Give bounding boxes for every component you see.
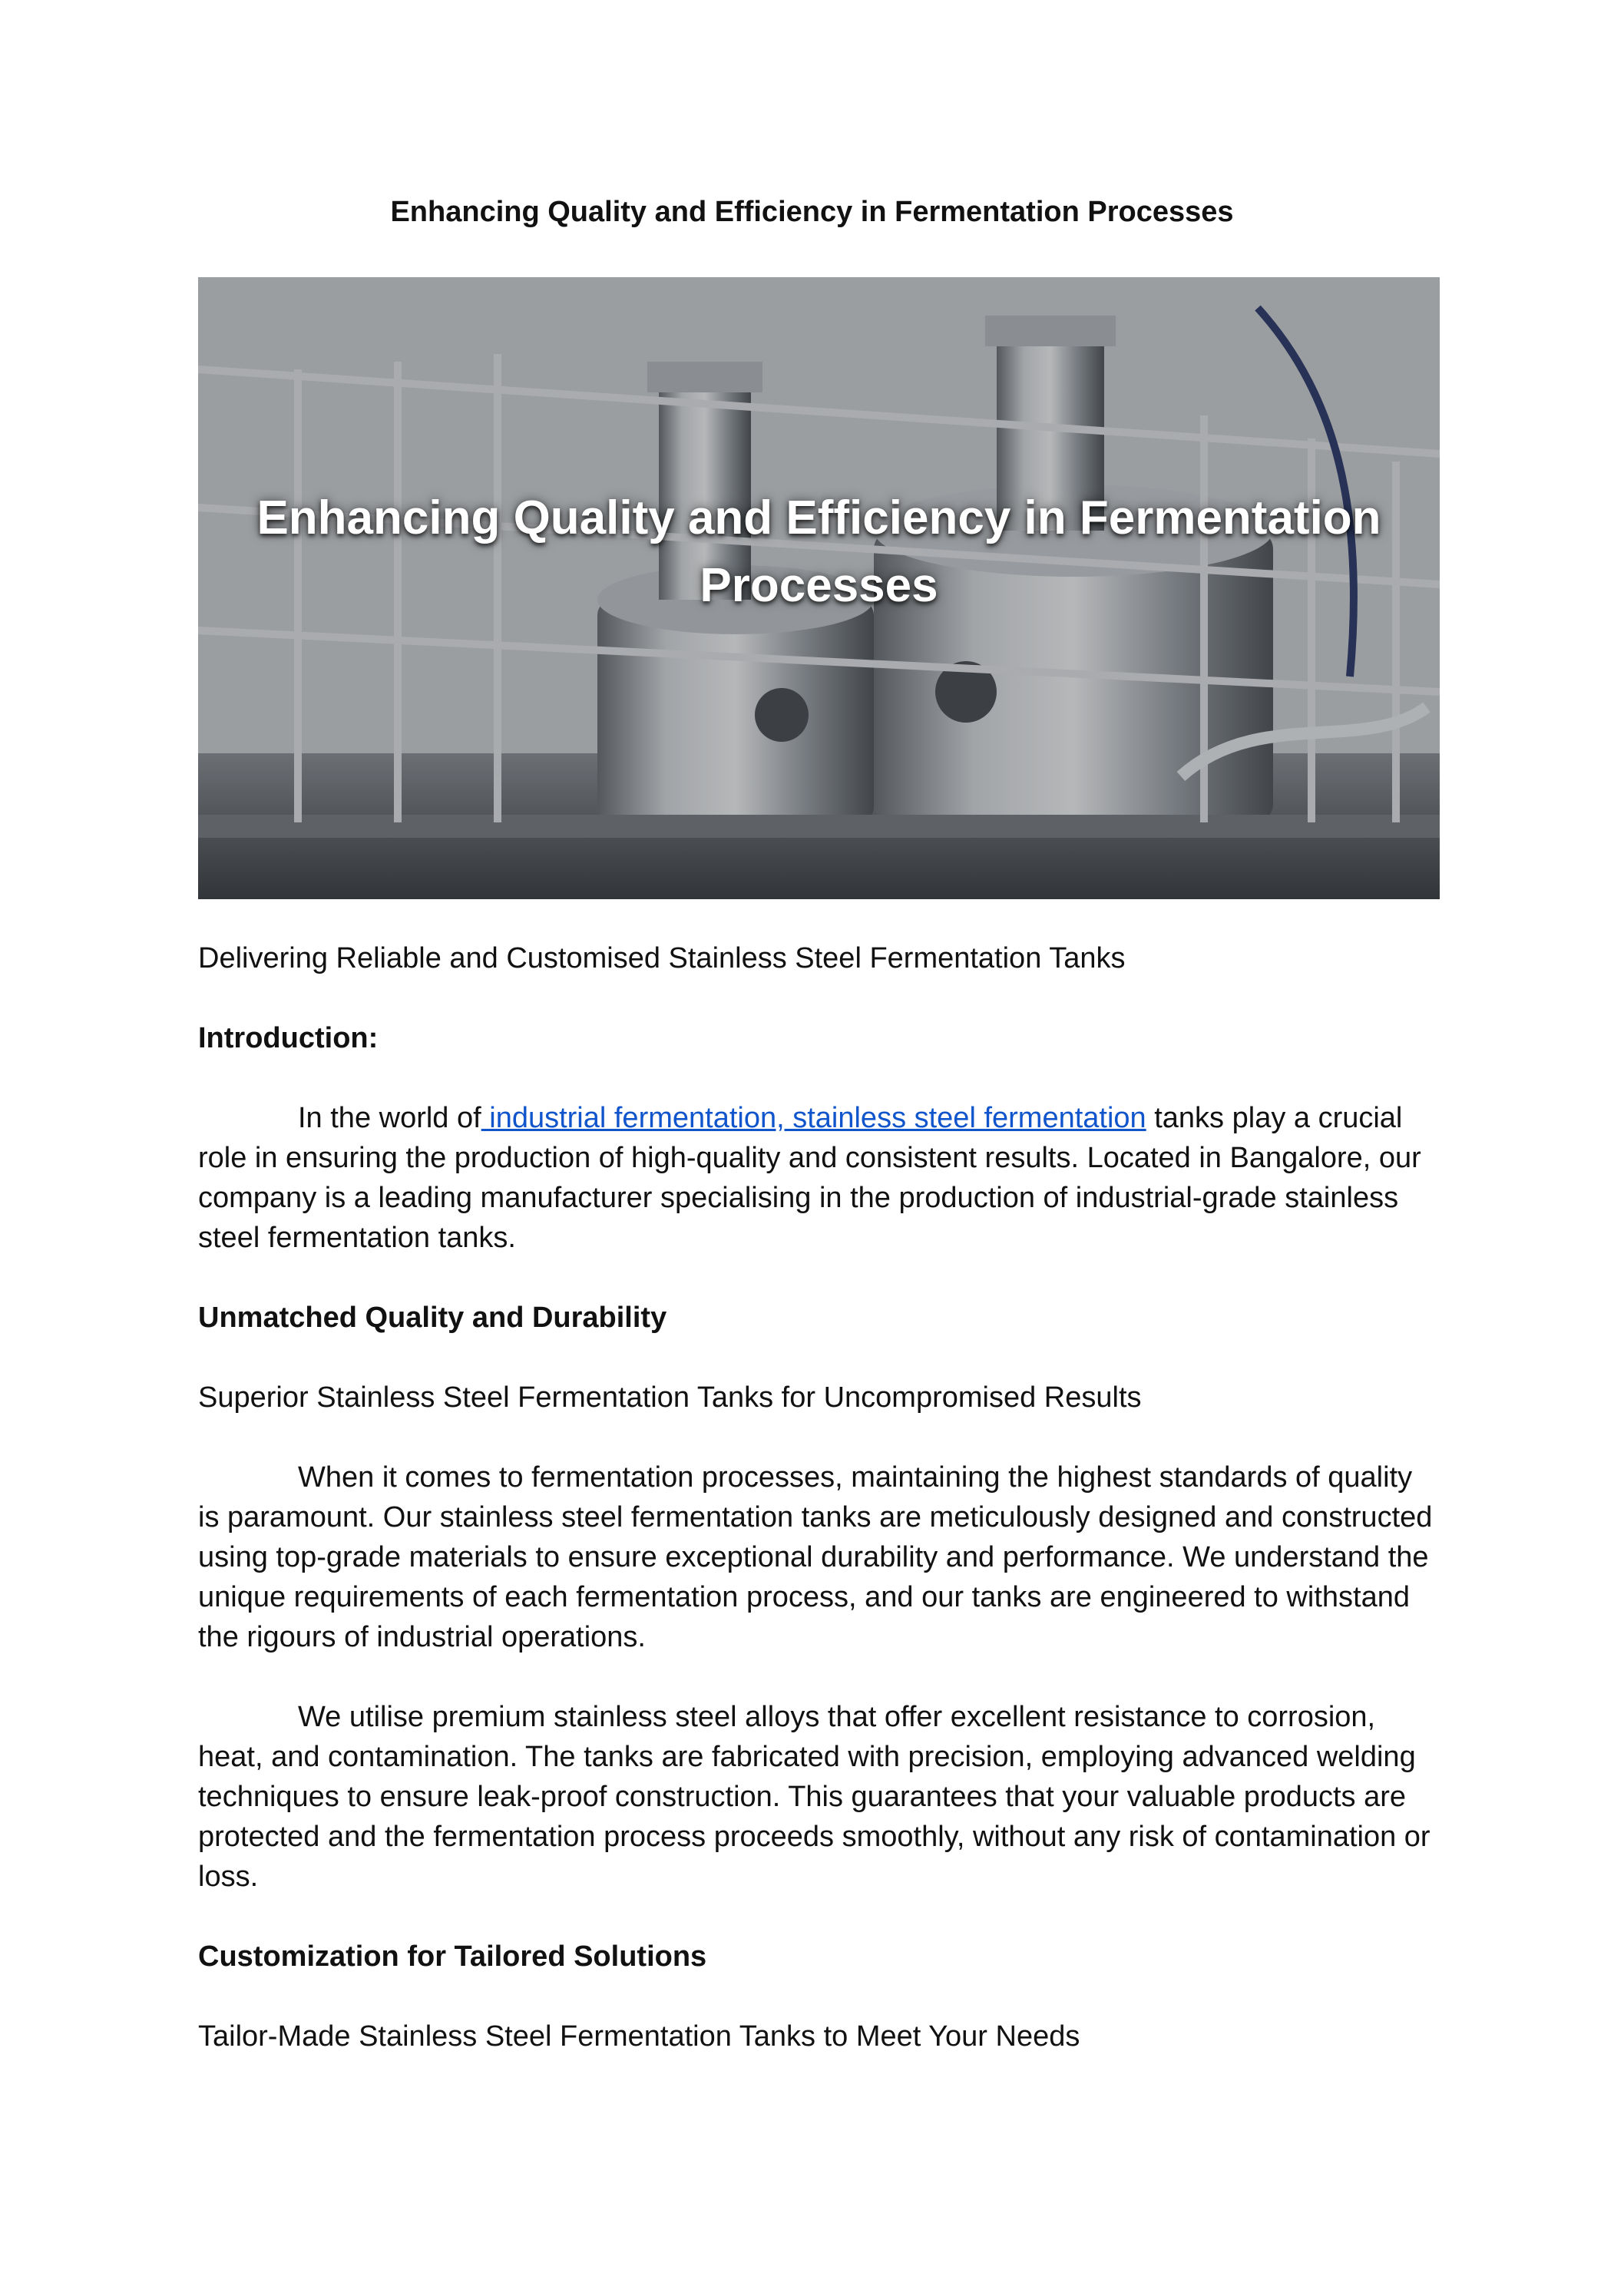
document-title: Enhancing Quality and Efficiency in Fermentation Processes [390,196,1234,228]
introduction-heading: Introduction: [198,1022,379,1054]
introduction-text-suffix: tanks play a crucial role in ensuring the production of high-quality and consistent results. Located in Bangalore, our company is a leading manufacturer specialising in the production of industrial-grade stainless steel fermentation tanks. [198,1102,1421,1254]
introduction-text-prefix: In the world of [298,1102,481,1134]
quality-heading: Unmatched Quality and Durability [198,1302,667,1334]
hero-caption-line1: Enhancing Quality and Efficiency in Fermentation [256,491,1381,544]
hero-caption-line2: Processes [700,559,938,612]
quality-paragraph-1: When it comes to fermentation processes, maintaining the highest standards of quality is paramount. Our stainless steel fermentation tanks are meticulously designed and constructed using top-grade materials to ensure exceptional durability and performance. We understand the unique requirements of each fermentation process, and our tanks are engineered to withstand the rigours of industrial operations. [198,1461,1433,1653]
document-body [198,938,1440,2056]
fermentation-link[interactable]: industrial fermentation, stainless steel fermentation [481,1102,1146,1134]
document-subtitle: Delivering Reliable and Customised Stainless Steel Fermentation Tanks [198,942,1126,974]
introduction-paragraph [198,1098,1440,1258]
hero-image [198,277,1440,899]
quality-subheading: Superior Stainless Steel Fermentation Tanks for Uncompromised Results [198,1381,1142,1414]
customization-heading: Customization for Tailored Solutions [198,1940,707,1973]
quality-paragraph-2: We utilise premium stainless steel alloys that offer excellent resistance to corrosion, heat, and contamination. The tanks are fabricated with precision, employing advanced welding techniques to ensure leak-proof construction. This guarantees that your valuable products are protected and the fermentation process proceeds smoothly, without any risk of contamination or loss. [198,1701,1431,1893]
customization-subheading: Tailor-Made Stainless Steel Fermentation Tanks to Meet Your Needs [198,2020,1080,2053]
hero-caption [244,485,1394,620]
